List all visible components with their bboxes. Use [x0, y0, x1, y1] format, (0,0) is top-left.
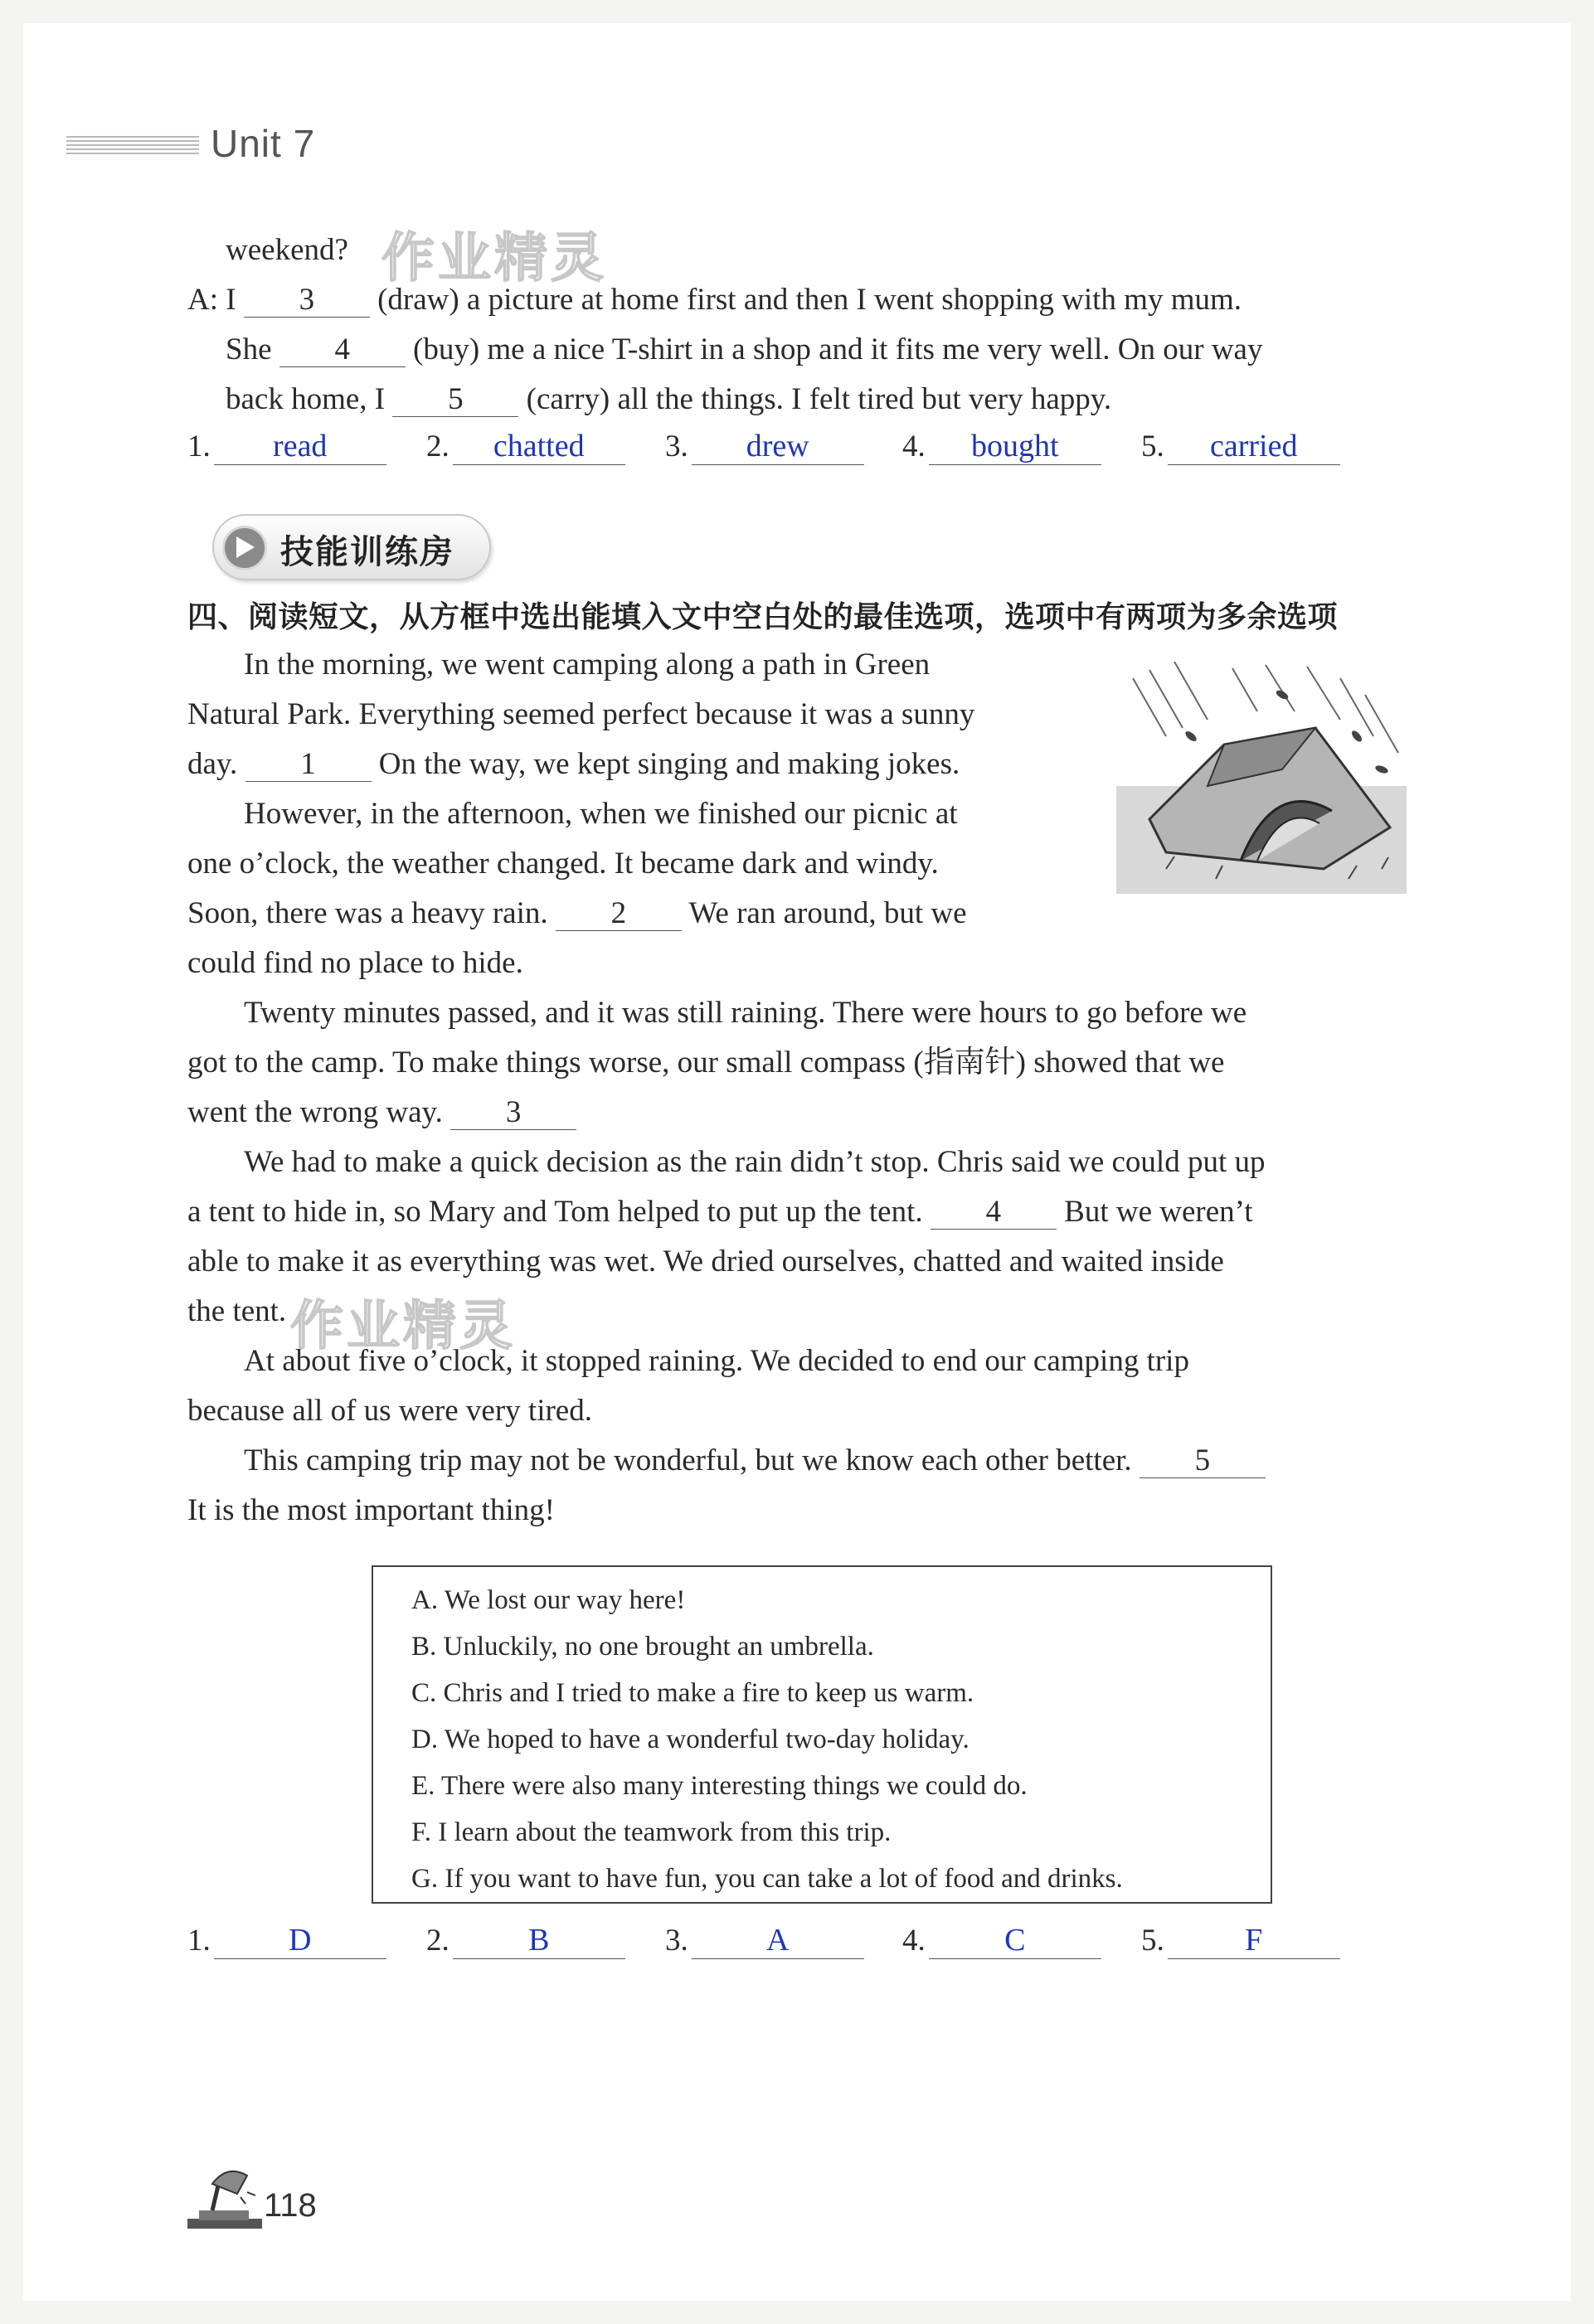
choice-input-2[interactable]: B: [453, 1922, 625, 1959]
desk-lamp-icon: [187, 2164, 270, 2230]
blank-4: 4: [279, 333, 406, 367]
passage-p4-l2: [187, 1187, 1253, 1237]
exercise-instruction: 四、阅读短文，从方框中选出能填入文中空白处的最佳选项，选项中有两项为多余选项: [187, 600, 1339, 634]
option-d: D. We hoped to have a wonderful two-day holiday.: [411, 1725, 970, 1754]
passage-p1-l3: [187, 740, 960, 789]
dialogue-line-2-text: (buy) me a nice T-shirt in a shop and it fits me very well. On our way: [413, 332, 1263, 366]
answer-item: 3. A: [665, 1922, 864, 1959]
passage-p4-l1: We had to make a quick decision as the rain didn’t stop. Chris said we could put up: [244, 1145, 1266, 1179]
choice-input-1[interactable]: D: [214, 1922, 386, 1959]
answer-input-4[interactable]: bought: [929, 428, 1101, 465]
passage-blank-3: 3: [450, 1096, 576, 1130]
dialogue-line-2: [226, 332, 1262, 368]
passage-p2-l4: could find no place to hide.: [187, 946, 523, 980]
option-g: G. If you want to have fun, you can take a lot of food and drinks.: [411, 1864, 1123, 1894]
passage-blank-5: 5: [1140, 1444, 1266, 1478]
option-c: C. Chris and I tried to make a fire to keep us warm.: [411, 1678, 974, 1708]
header-rule-lines: [66, 136, 199, 156]
option-b: B. Unluckily, no one brought an umbrella.: [411, 1632, 874, 1662]
blank-3: 3: [244, 284, 370, 318]
answer-item: 4. bought: [902, 428, 1101, 465]
passage-blank-4: 4: [931, 1196, 1057, 1230]
passage-p5-l2: because all of us were very tired.: [187, 1394, 592, 1428]
passage-p2-l3: [187, 889, 967, 939]
passage-text: We ran around, but we: [688, 896, 967, 930]
passage-p3-l3: [187, 1088, 576, 1138]
answer-input-1[interactable]: read: [214, 428, 386, 465]
play-icon: [222, 526, 267, 570]
passage-p2-l2: one o’clock, the weather changed. It became dark and windy.: [187, 847, 939, 881]
dialogue-line-3: [226, 381, 1111, 418]
unit-title: Unit 7: [211, 122, 316, 165]
watermark-top: 作业精灵: [381, 228, 607, 289]
choice-input-5[interactable]: F: [1168, 1922, 1340, 1959]
section-tag-label: 技能训练房: [280, 533, 454, 571]
dialogue-line-0: weekend?: [226, 233, 348, 267]
answer-item: 4. C: [902, 1922, 1101, 1959]
answer-item: 1. read: [187, 428, 386, 465]
dialogue-line-1-text: (draw) a picture at home first and then I went shopping with my mum.: [377, 283, 1242, 317]
answer-row-1: [187, 428, 1382, 474]
passage-p1-l2: Natural Park. Everything seemed perfect because it was a sunny: [187, 697, 975, 731]
blank-5: 5: [392, 383, 518, 417]
answer-input-5[interactable]: carried: [1168, 428, 1340, 465]
answer-item: 5. F: [1141, 1922, 1340, 1959]
choice-input-3[interactable]: A: [692, 1922, 864, 1959]
page-number: 118: [264, 2187, 317, 2224]
answer-item: 2. B: [426, 1922, 625, 1959]
passage-p5-l1: At about five o’clock, it stopped raining. We decided to end our camping trip: [244, 1344, 1189, 1378]
speaker-a: A: I: [187, 283, 236, 317]
passage-p6-l2: It is the most important thing!: [187, 1493, 555, 1527]
passage-text: day.: [187, 747, 238, 781]
answer-row-2: [187, 1922, 1382, 1968]
answer-input-2[interactable]: chatted: [453, 428, 625, 465]
passage-p6-l1: [244, 1436, 1266, 1486]
watermark-middle: 作业精灵: [290, 1296, 516, 1357]
passage-p3-l2: got to the camp. To make things worse, our small compass (指南针) showed that we: [187, 1046, 1225, 1080]
passage-p3-l1: Twenty minutes passed, and it was still raining. There were hours to go before we: [244, 996, 1247, 1030]
passage-blank-2: 2: [556, 897, 682, 931]
passage-blank-1: 1: [245, 748, 372, 782]
answer-item: 5. carried: [1141, 428, 1340, 465]
passage-text: But we weren’t: [1064, 1195, 1253, 1229]
dialogue-line-3-start: back home, I: [226, 382, 386, 416]
passage-p4-l4: the tent.: [187, 1294, 287, 1328]
answer-item: 1. D: [187, 1922, 386, 1959]
passage-p1-l1: In the morning, we went camping along a path in Green: [244, 648, 931, 682]
passage-text: went the wrong way.: [187, 1095, 443, 1129]
workbook-page: [23, 23, 1571, 2301]
passage-text: On the way, we kept singing and making jokes.: [378, 747, 960, 781]
passage-p4-l3: able to make it as everything was wet. We dried ourselves, chatted and waited inside: [187, 1244, 1224, 1278]
answer-item: 2. chatted: [426, 428, 625, 465]
dialogue-line-1: [187, 282, 1242, 318]
section-tag: [212, 514, 491, 580]
option-e: E. There were also many interesting things we could do.: [411, 1771, 1028, 1801]
option-a: A. We lost our way here!: [411, 1585, 686, 1615]
dialogue-line-2-start: She: [226, 332, 272, 366]
passage-text: a tent to hide in, so Mary and Tom helped to put up the tent.: [187, 1195, 923, 1229]
options-box: [372, 1565, 1272, 1904]
dialogue-line-3-text: (carry) all the things. I felt tired but very happy.: [526, 382, 1112, 416]
answer-item: 3. drew: [665, 428, 864, 465]
choice-input-4[interactable]: C: [929, 1922, 1101, 1959]
answer-input-3[interactable]: drew: [692, 428, 864, 465]
passage-text: Soon, there was a heavy rain.: [187, 896, 548, 930]
passage-text: This camping trip may not be wonderful, but we know each other better.: [244, 1443, 1132, 1477]
tent-in-storm-illustration: [1116, 662, 1407, 894]
option-f: F. I learn about the teamwork from this trip.: [411, 1817, 892, 1847]
passage-p2-l1: However, in the afternoon, when we finished our picnic at: [244, 797, 958, 831]
